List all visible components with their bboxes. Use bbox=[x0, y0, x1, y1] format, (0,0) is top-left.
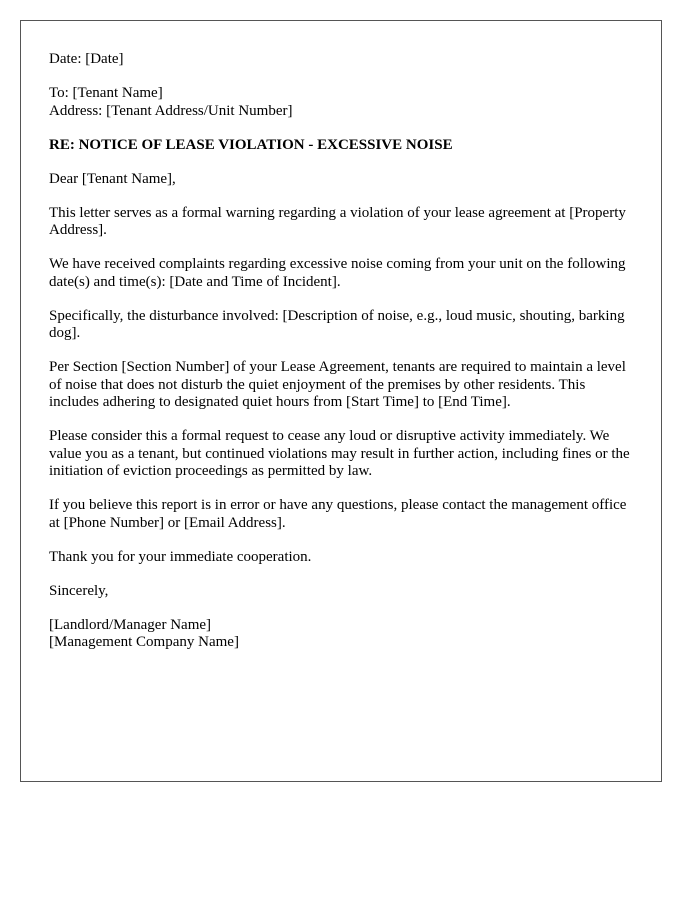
letter-document bbox=[20, 20, 662, 782]
body-paragraph: Thank you for your immediate cooperation. bbox=[49, 548, 312, 565]
body-paragraph: Specifically, the disturbance involved: [Description of noise, e.g., loud music, shouting, barking dog]. bbox=[49, 307, 625, 341]
body-paragraph: Per Section [Section Number] of your Lease Agreement, tenants are required to maintain a level of noise that does not disturb the quiet enjoyment of the premises by other residents. This includes adhering to designated quiet hours from [Start Time] to [End Time]. bbox=[49, 359, 626, 410]
recipient-block bbox=[49, 85, 632, 120]
recipient-name: To: [Tenant Name] bbox=[49, 85, 163, 101]
closing: Sincerely, bbox=[49, 582, 109, 599]
signature-company: [Management Company Name] bbox=[49, 634, 239, 650]
body-paragraph: If you believe this report is in error or have any questions, please contact the management office at [Phone Number] or [Email Address]. bbox=[49, 497, 627, 531]
signature-block bbox=[49, 617, 632, 652]
subject-line: RE: NOTICE OF LEASE VIOLATION - EXCESSIVE NOISE bbox=[49, 136, 453, 153]
salutation: Dear [Tenant Name], bbox=[49, 170, 176, 187]
recipient-address: Address: [Tenant Address/Unit Number] bbox=[49, 102, 293, 119]
body-paragraph: Please consider this a formal request to cease any loud or disruptive activity immediately. We value you as a tenant, but continued violations may result in further action, including fines or the initiation of eviction proceedings as permitted by law. bbox=[49, 428, 630, 479]
date-line: Date: [Date] bbox=[49, 51, 124, 67]
body-paragraph: We have received complaints regarding excessive noise coming from your unit on the following date(s) and time(s): [Date and Time of Incident]. bbox=[49, 256, 626, 290]
signature-name: [Landlord/Manager Name] bbox=[49, 616, 212, 633]
body-paragraph: This letter serves as a formal warning regarding a violation of your lease agreement at [Property Address]. bbox=[49, 204, 626, 238]
